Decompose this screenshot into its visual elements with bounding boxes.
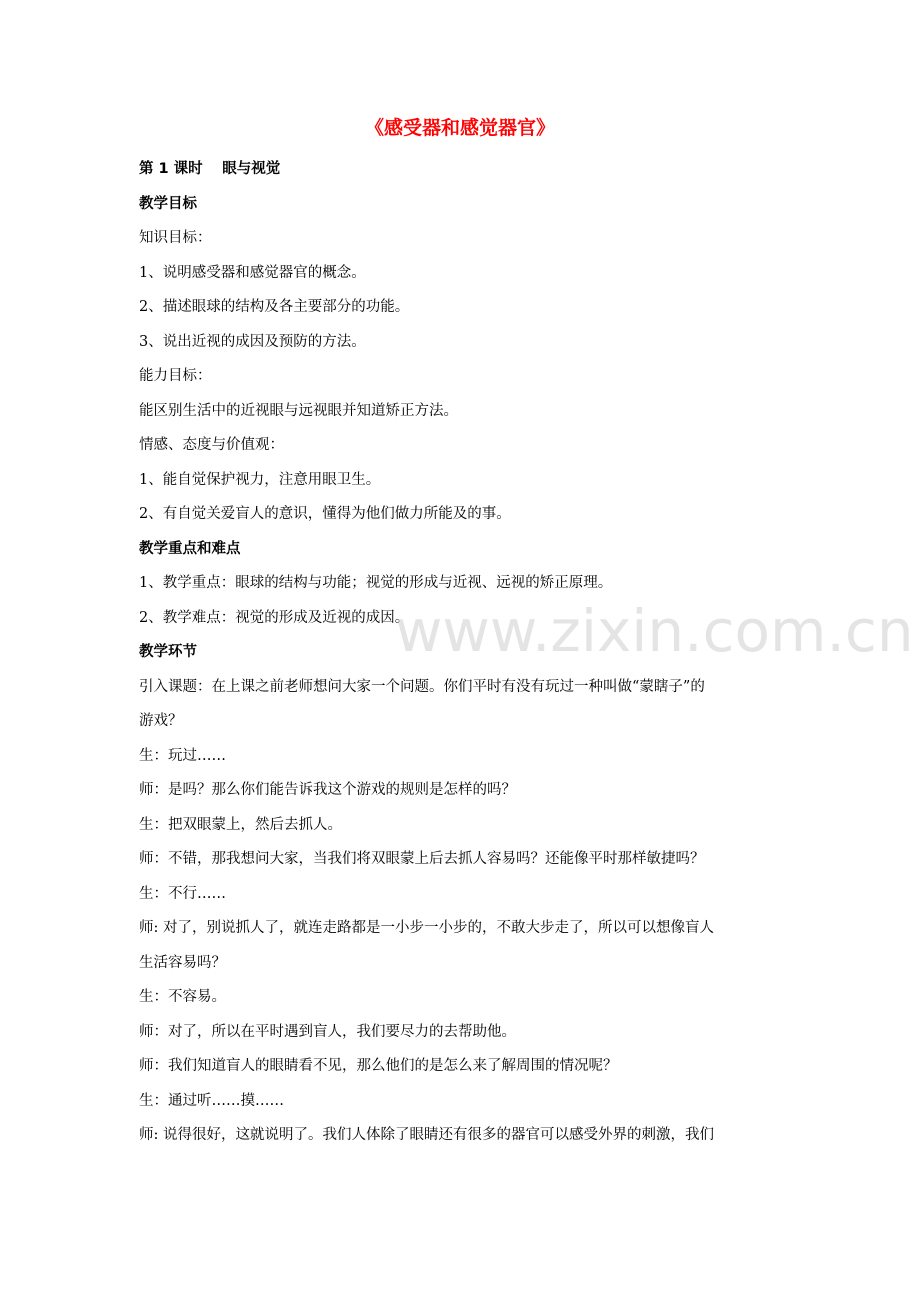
paragraph-line: 3、说出近视的成因及预防的方法。 — [139, 333, 366, 350]
paragraph-line: 1、能自觉保护视力，注意用眼卫生。 — [139, 471, 381, 488]
paragraph-line: 引入课题：在上课之前老师想问大家一个问题。你们平时有没有玩过一种叫做“蒙瞎子”的 — [139, 678, 705, 695]
paragraph-line: 2、教学难点：视觉的形成及近视的成因。 — [139, 609, 410, 626]
document-title: 《感受器和感觉器官》 — [364, 117, 555, 139]
paragraph-line: 情感、态度与价值观： — [139, 437, 284, 453]
paragraph-line: 师: 说得很好，这就说明了。我们人体除了眼睛还有很多的器官可以感受外界的刺激，我们 — [139, 1127, 714, 1143]
paragraph-line: 知识目标： — [139, 230, 212, 246]
paragraph-line: 2、描述眼球的结构及各主要部分的功能。 — [139, 299, 410, 315]
section-heading: 教学重点和难点 — [139, 540, 241, 557]
section-heading: 第 1 课时 眼与视觉 — [139, 161, 281, 177]
watermark: www.zixin.com.cn — [395, 597, 914, 665]
paragraph-line: 能区别生活中的近视眼与远视眼并知道矫正方法。 — [139, 402, 458, 419]
section-heading: 教学环节 — [139, 644, 197, 660]
paragraph-line: 2、有自觉关爱盲人的意识，懂得为他们做力所能及的事。 — [139, 506, 511, 522]
paragraph-line: 能力目标： — [139, 368, 212, 384]
paragraph-line: 师：不错，那我想问大家，当我们将双眼蒙上后去抓人容易吗？还能像平时那样敏捷吗？ — [139, 851, 705, 867]
paragraph-line: 师：我们知道盲人的眼睛看不见，那么他们的是怎么来了解周围的情况呢？ — [139, 1058, 618, 1074]
paragraph-line: 生：把双眼蒙上，然后去抓人。 — [139, 816, 342, 833]
paragraph-line: 师: 对了，别说抓人了，就连走路都是一小步一小步的，不敢大步走了，所以可以想像盲人 — [139, 920, 714, 936]
paragraph-line: 生：不容易。 — [139, 989, 226, 1005]
paragraph-line: 生活容易吗？ — [139, 954, 226, 971]
paragraph-line: 1、说明感受器和感觉器官的概念。 — [139, 264, 366, 281]
paragraph-line: 师：对了，所以在平时遇到盲人，我们要尽力的去帮助他。 — [139, 1023, 516, 1040]
paragraph-line: 游戏？ — [139, 713, 183, 729]
section-heading: 教学目标 — [139, 195, 197, 212]
document-body — [139, 152, 789, 1153]
paragraph-line: 1、教学重点：眼球的结构与功能；视觉的形成与近视、远视的矫正原理。 — [139, 575, 613, 591]
paragraph-line: 生：不行…… — [139, 885, 226, 902]
paragraph-line: 生：玩过…… — [139, 747, 226, 764]
paragraph-line: 师：是吗？那么你们能告诉我这个游戏的规则是怎样的吗？ — [139, 782, 516, 798]
paragraph-line: 生：通过听……摸…… — [139, 1092, 284, 1109]
